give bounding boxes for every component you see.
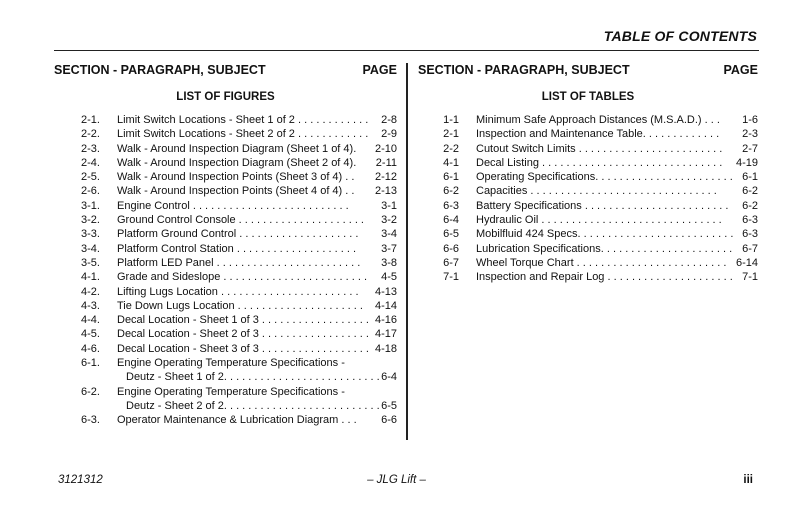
entry-title bbox=[476, 256, 736, 270]
entry-page: 2-3 bbox=[742, 128, 758, 141]
entry-title bbox=[117, 413, 381, 427]
entry-title bbox=[117, 385, 397, 399]
entry-number: 2-6. bbox=[81, 185, 100, 198]
column-divider bbox=[406, 63, 408, 440]
entry-number bbox=[54, 370, 100, 384]
entry-title bbox=[117, 299, 375, 313]
dot-leader: . . . . . . . . . . . . . . . . . . . . . . . . . . . . . . bbox=[538, 214, 722, 227]
entry-title bbox=[126, 370, 381, 384]
figure-entry[interactable] bbox=[54, 399, 397, 413]
entry-title-text: Operator Maintenance & Lubrication Diagram bbox=[117, 414, 339, 427]
entry-title-text: Platform Control Station bbox=[117, 242, 234, 255]
entry-title-text: Decal Listing bbox=[476, 156, 539, 169]
entry-page: 6-5 bbox=[381, 399, 397, 412]
table-entry[interactable] bbox=[418, 156, 758, 170]
entry-page: 3-8 bbox=[381, 256, 397, 269]
table-entry[interactable] bbox=[418, 256, 758, 270]
entry-title bbox=[117, 313, 375, 327]
entry-page: 2-11 bbox=[375, 156, 397, 169]
dot-leader: . . . . . . . . . . . . . . . . . . bbox=[258, 328, 369, 341]
entry-number: 2-3. bbox=[81, 142, 100, 155]
entry-number: 4-5. bbox=[81, 328, 100, 341]
entry-title-text: Limit Switch Locations - Sheet 2 of 2 bbox=[117, 128, 295, 141]
section-heading: SECTION - PARAGRAPH, SUBJECT bbox=[418, 63, 630, 77]
dot-leader: . . . . . . . . . . . . . . . . . . . . . . . . . . bbox=[223, 371, 380, 384]
dot-leader: . . . . . . . . . . . . . . . . . . . . . . . . . . . . . . bbox=[538, 156, 723, 169]
entry-title bbox=[117, 199, 381, 213]
figure-entry[interactable] bbox=[54, 199, 397, 213]
dot-leader: . . . . . . . . . . . . bbox=[294, 114, 369, 126]
entry-title bbox=[117, 142, 375, 156]
entry-title-text: Walk - Around Inspection Diagram (Sheet 2 of 4) bbox=[117, 156, 354, 169]
entry-number: 2-5. bbox=[81, 171, 100, 184]
right-column-header bbox=[418, 63, 758, 81]
entry-page: 3-2 bbox=[381, 214, 397, 227]
entry-page: 6-14 bbox=[735, 256, 758, 269]
entry-page: 2-10 bbox=[374, 142, 397, 155]
figure-entry[interactable] bbox=[54, 370, 397, 384]
entry-number: 2-4. bbox=[81, 156, 100, 169]
entry-page: 6-3 bbox=[742, 214, 758, 227]
dot-leader: . . . bbox=[338, 414, 357, 427]
figure-entry[interactable] bbox=[54, 356, 397, 370]
figure-entry[interactable] bbox=[54, 227, 397, 241]
entry-number: 3-5. bbox=[81, 256, 100, 269]
entry-page: 2-9 bbox=[381, 128, 397, 141]
page-number: iii bbox=[743, 474, 753, 486]
entry-title bbox=[117, 227, 381, 241]
title-rule bbox=[54, 50, 759, 51]
figure-entry[interactable] bbox=[54, 342, 397, 356]
entry-title bbox=[476, 113, 742, 127]
entry-title bbox=[476, 156, 736, 170]
entry-page: 4-17 bbox=[374, 328, 397, 341]
dot-leader: . . bbox=[342, 171, 355, 184]
entry-title bbox=[476, 199, 742, 213]
entry-title bbox=[476, 242, 742, 256]
entry-title-text: Decal Location - Sheet 1 of 3 bbox=[117, 314, 259, 327]
entry-title-text: Lubrication Specifications bbox=[476, 242, 601, 255]
tables-column bbox=[418, 63, 758, 285]
entry-title-text: Engine Control bbox=[117, 199, 190, 212]
figure-entry[interactable] bbox=[54, 184, 397, 198]
entry-title bbox=[476, 213, 742, 227]
entry-number: 3-3. bbox=[81, 228, 100, 241]
entry-page: 3-7 bbox=[381, 242, 397, 255]
table-entry[interactable] bbox=[418, 270, 758, 284]
entry-number: 2-2. bbox=[81, 128, 100, 141]
entry-number: 6-5 bbox=[443, 228, 459, 241]
entry-title-text: Tie Down Lugs Location bbox=[117, 299, 235, 312]
entry-title-text: Inspection and Maintenance Table bbox=[476, 128, 643, 141]
entry-number: 6-1. bbox=[81, 357, 100, 370]
entry-title-text: Decal Location - Sheet 2 of 3 bbox=[117, 328, 259, 341]
entry-title-text: Limit Switch Locations - Sheet 1 of 2 bbox=[117, 114, 295, 126]
entry-title bbox=[117, 127, 381, 141]
entry-page: 6-2 bbox=[742, 185, 758, 198]
entry-title-text: Decal Location - Sheet 3 of 3 bbox=[117, 342, 259, 355]
entry-title bbox=[117, 184, 375, 198]
entry-number: 6-7 bbox=[443, 256, 459, 269]
figure-entry[interactable] bbox=[54, 127, 397, 141]
entry-title-text: Engine Operating Temperature Specifications - bbox=[117, 385, 345, 398]
entry-title-text: Walk - Around Inspection Diagram (Sheet 1 of 4) bbox=[117, 142, 354, 155]
entry-page: 4-14 bbox=[374, 299, 397, 312]
entry-title bbox=[476, 227, 742, 241]
dot-leader: . . . . . . . . . . . . . . . . . . . . . . . . . . bbox=[223, 399, 380, 412]
dot-leader: . . . bbox=[701, 114, 720, 126]
entry-number: 3-2. bbox=[81, 214, 100, 227]
entry-number: 1-1 bbox=[443, 114, 459, 126]
entry-number: 4-2. bbox=[81, 285, 100, 298]
figure-entry[interactable] bbox=[54, 385, 397, 399]
dot-leader: . . . . . . . . . . . . . . . . . . . . . . . bbox=[217, 285, 359, 298]
page-heading: PAGE bbox=[362, 63, 397, 77]
table-entry[interactable] bbox=[418, 242, 758, 256]
table-entry[interactable] bbox=[418, 199, 758, 213]
entry-title bbox=[117, 242, 381, 256]
entry-number: 4-1. bbox=[81, 271, 100, 284]
entry-number: 4-1 bbox=[443, 156, 459, 169]
entry-title-text: Cutout Switch Limits bbox=[476, 142, 576, 155]
table-entry[interactable] bbox=[418, 227, 758, 241]
entry-title bbox=[117, 213, 381, 227]
dot-leader: . . . . . . . . . . . . . . . . . . . . bbox=[236, 228, 359, 241]
dot-leader: . . . . . . . . . . . . . . . . . . . . . . . . . bbox=[573, 256, 727, 269]
entry-title-text: Operating Specifications bbox=[476, 171, 596, 184]
dot-leader: . . . . . . . . . . . . . . . . . . . . . . . . bbox=[213, 256, 361, 269]
entry-title bbox=[117, 285, 375, 299]
entry-page: 4-19 bbox=[735, 156, 758, 169]
entry-number bbox=[54, 399, 100, 413]
dot-leader: . . . . . . . . . . . . . . . . . . . . . . . . bbox=[220, 271, 368, 284]
entry-page: 2-12 bbox=[374, 171, 397, 184]
figure-entry[interactable] bbox=[54, 413, 397, 427]
entry-number: 4-4. bbox=[81, 314, 100, 327]
dot-leader: . . . . . . . . . . . . . . . . . . . . . . . . . . . . . . . bbox=[527, 185, 717, 198]
entry-page: 4-5 bbox=[381, 271, 397, 284]
entry-title-text: Lifting Lugs Location bbox=[117, 285, 218, 298]
entry-page: 3-4 bbox=[381, 228, 397, 241]
entry-title bbox=[476, 170, 742, 184]
entry-title-text: Minimum Safe Approach Distances (M.S.A.D.) bbox=[476, 114, 702, 126]
entry-number: 3-1. bbox=[81, 199, 100, 212]
dot-leader: . . . . . . . . . . . . . . . . . . . . . . bbox=[600, 242, 733, 255]
entry-title bbox=[117, 113, 381, 127]
table-entry[interactable] bbox=[418, 170, 758, 184]
entry-title bbox=[476, 184, 742, 198]
entry-number: 4-3. bbox=[81, 299, 100, 312]
entry-page: 6-6 bbox=[381, 414, 397, 427]
entry-page: 4-13 bbox=[374, 285, 397, 298]
entry-title-text: Platform LED Panel bbox=[117, 256, 214, 269]
figure-entry[interactable] bbox=[54, 285, 397, 299]
figure-entry[interactable] bbox=[54, 113, 397, 127]
entry-number: 6-6 bbox=[443, 242, 459, 255]
dot-leader: . . . . . . . . . . . . bbox=[294, 128, 369, 141]
dot-leader: . . . . . . . . . . . . . . . . . . . . . . . . . . bbox=[189, 199, 349, 212]
entry-title-text: Inspection and Repair Log bbox=[476, 271, 605, 284]
entry-title-text: Platform Ground Control bbox=[117, 228, 237, 241]
entry-title bbox=[117, 342, 375, 356]
entry-title-text: Capacities bbox=[476, 185, 528, 198]
document-number: 3121312 bbox=[58, 474, 103, 486]
entry-page: 1-6 bbox=[742, 114, 758, 126]
entry-page: 3-1 bbox=[381, 199, 397, 212]
entry-title bbox=[126, 399, 381, 413]
entry-page: 2-8 bbox=[381, 114, 397, 126]
entry-number: 3-4. bbox=[81, 242, 100, 255]
left-column-header bbox=[54, 63, 397, 81]
entry-title bbox=[476, 142, 742, 156]
entry-page: 2-7 bbox=[742, 142, 758, 155]
entry-title-text: Wheel Torque Chart bbox=[476, 256, 574, 269]
tables-list bbox=[418, 113, 758, 285]
dot-leader: . . . . . . . . . . . . . . . . . . . . . . . . . . bbox=[577, 228, 734, 241]
figure-entry[interactable] bbox=[54, 313, 397, 327]
entry-number: 2-1. bbox=[81, 114, 100, 126]
entry-title-text: Deutz - Sheet 2 of 2 bbox=[126, 399, 224, 412]
dot-leader: . . . . . . . . . . . . . . . . . . . . . bbox=[234, 299, 363, 312]
table-entry[interactable] bbox=[418, 184, 758, 198]
list-of-figures-title: LIST OF FIGURES bbox=[176, 91, 275, 103]
dot-leader: . . . . . . . . . . . . . . . . . . . . . bbox=[604, 271, 733, 284]
dot-leader: . . . . . . . . . . . . . . . . . . . . . . . bbox=[595, 171, 733, 184]
entry-title-text: Walk - Around Inspection Points (Sheet 3 of 4) bbox=[117, 171, 343, 184]
dot-leader: . . . . . . . . . . . . . . . . . . bbox=[258, 342, 369, 355]
entry-page: 6-3 bbox=[742, 228, 758, 241]
dot-leader: . . . . . . . . . . . . . . . . . . . . . bbox=[235, 214, 364, 227]
table-entry[interactable] bbox=[418, 213, 758, 227]
figure-entry[interactable] bbox=[54, 299, 397, 313]
dot-leader: . . . . . . . . . . . . . . . . . . . . . . . . bbox=[581, 199, 729, 212]
entry-title bbox=[117, 156, 376, 170]
entry-page: 6-1 bbox=[742, 171, 758, 184]
entry-number: 6-1 bbox=[443, 171, 459, 184]
figures-column bbox=[54, 63, 397, 428]
dot-leader: . . . . . . . . . . . . . . . . . . bbox=[258, 314, 369, 327]
figure-entry[interactable] bbox=[54, 242, 397, 256]
entry-number: 6-3. bbox=[81, 414, 100, 427]
entry-title-text: Grade and Sideslope bbox=[117, 271, 221, 284]
figure-entry[interactable] bbox=[54, 270, 397, 284]
entry-title-text: Engine Operating Temperature Specifications - bbox=[117, 357, 345, 370]
table-entry[interactable] bbox=[418, 113, 758, 127]
table-entry[interactable] bbox=[418, 142, 758, 156]
footer-brand: – JLG Lift – bbox=[367, 474, 426, 486]
page-title: TABLE OF CONTENTS bbox=[603, 28, 757, 44]
entry-page: 2-13 bbox=[374, 185, 397, 198]
dot-leader: . . . . . . . . . . . . . bbox=[642, 128, 720, 141]
dot-leader: . . . . . . . . . . . . . . . . . . . . bbox=[233, 242, 357, 255]
entry-title bbox=[117, 170, 375, 184]
entry-title-text: Battery Specifications bbox=[476, 199, 582, 212]
table-entry[interactable] bbox=[418, 127, 758, 141]
entry-title bbox=[117, 327, 375, 341]
entry-page: 6-7 bbox=[742, 242, 758, 255]
dot-leader: . . bbox=[342, 185, 355, 198]
entry-page: 6-4 bbox=[381, 371, 397, 384]
entry-title-text: Mobilfluid 424 Specs bbox=[476, 228, 578, 241]
entry-title bbox=[476, 270, 742, 284]
entry-page: 7-1 bbox=[742, 271, 758, 284]
entry-title-text: Hydraulic Oil bbox=[476, 214, 539, 227]
entry-number: 2-1 bbox=[443, 128, 459, 141]
dot-leader: . bbox=[353, 142, 357, 155]
entry-title bbox=[117, 256, 381, 270]
figures-list bbox=[54, 113, 397, 428]
figure-entry[interactable] bbox=[54, 170, 397, 184]
entry-number: 6-3 bbox=[443, 199, 459, 212]
figure-entry[interactable] bbox=[54, 142, 397, 156]
dot-leader: . . . . . . . . . . . . . . . . . . . . . . . . bbox=[575, 142, 723, 155]
entry-number: 6-2. bbox=[81, 385, 100, 398]
figure-entry[interactable] bbox=[54, 256, 397, 270]
list-of-tables-title: LIST OF TABLES bbox=[541, 91, 635, 103]
entry-title-text: Ground Control Console bbox=[117, 214, 236, 227]
entry-number: 7-1 bbox=[443, 271, 459, 284]
entry-title-text: Deutz - Sheet 1 of 2 bbox=[126, 371, 224, 384]
dot-leader: . bbox=[353, 156, 357, 169]
figure-entry[interactable] bbox=[54, 156, 397, 170]
entry-number: 2-2 bbox=[443, 142, 459, 155]
entry-page: 4-18 bbox=[374, 342, 397, 355]
figure-entry[interactable] bbox=[54, 213, 397, 227]
section-heading: SECTION - PARAGRAPH, SUBJECT bbox=[54, 63, 266, 77]
entry-title-text: Walk - Around Inspection Points (Sheet 4 of 4) bbox=[117, 185, 343, 198]
entry-number: 4-6. bbox=[81, 342, 100, 355]
figure-entry[interactable] bbox=[54, 327, 397, 341]
entry-page: 6-2 bbox=[742, 199, 758, 212]
entry-number: 6-4 bbox=[443, 214, 459, 227]
page-heading: PAGE bbox=[723, 63, 758, 77]
entry-page: 4-16 bbox=[374, 314, 397, 327]
entry-title bbox=[117, 356, 397, 370]
entry-number: 6-2 bbox=[443, 185, 459, 198]
entry-title bbox=[476, 127, 742, 141]
entry-title bbox=[117, 270, 381, 284]
